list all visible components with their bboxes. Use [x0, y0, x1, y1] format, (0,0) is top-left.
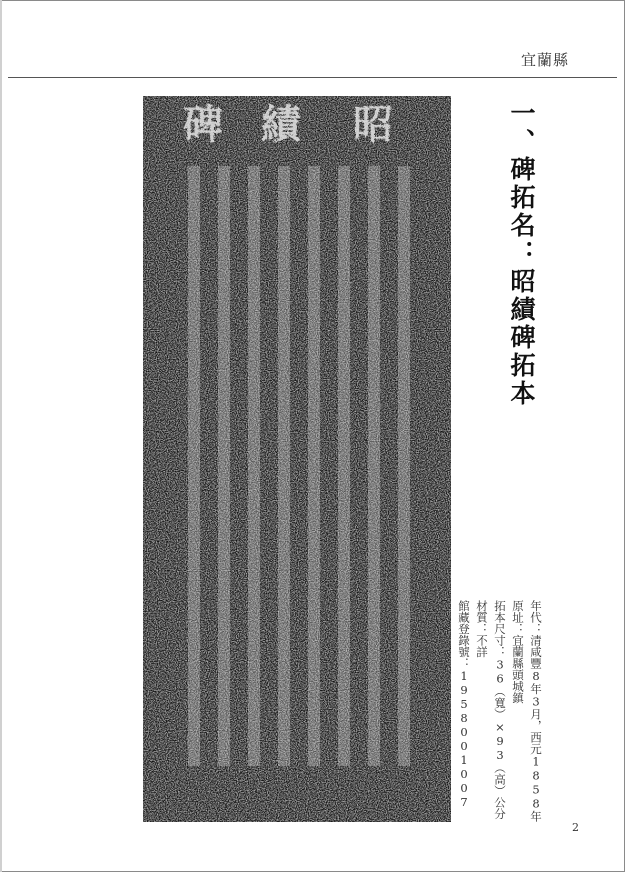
rubbing-texture [143, 96, 451, 822]
stele-rubbing-image [143, 96, 451, 822]
detail-date: 年代：清咸豐8年3月，西元1858年 [529, 600, 543, 822]
detail-registry-number: 館藏登錄號：1958001007 [457, 600, 471, 809]
running-header: 宜蘭縣 [520, 51, 569, 69]
carved-char-2: 績 [261, 101, 301, 148]
detail-location: 原址：宜蘭縣頭城鎮 [511, 600, 525, 704]
carved-char-3: 碑 [183, 101, 223, 148]
carved-char-1: 昭 [353, 101, 393, 148]
page-edge [0, 0, 2, 872]
section-heading: 一、碑拓名：昭績碑拓本 [507, 100, 536, 408]
header-divider [8, 77, 617, 78]
detail-material: 材質：不詳 [475, 600, 489, 658]
page-number: 2 [572, 821, 579, 834]
detail-size: 拓本尺寸：36（寬）×93（高）公分 [493, 600, 507, 820]
